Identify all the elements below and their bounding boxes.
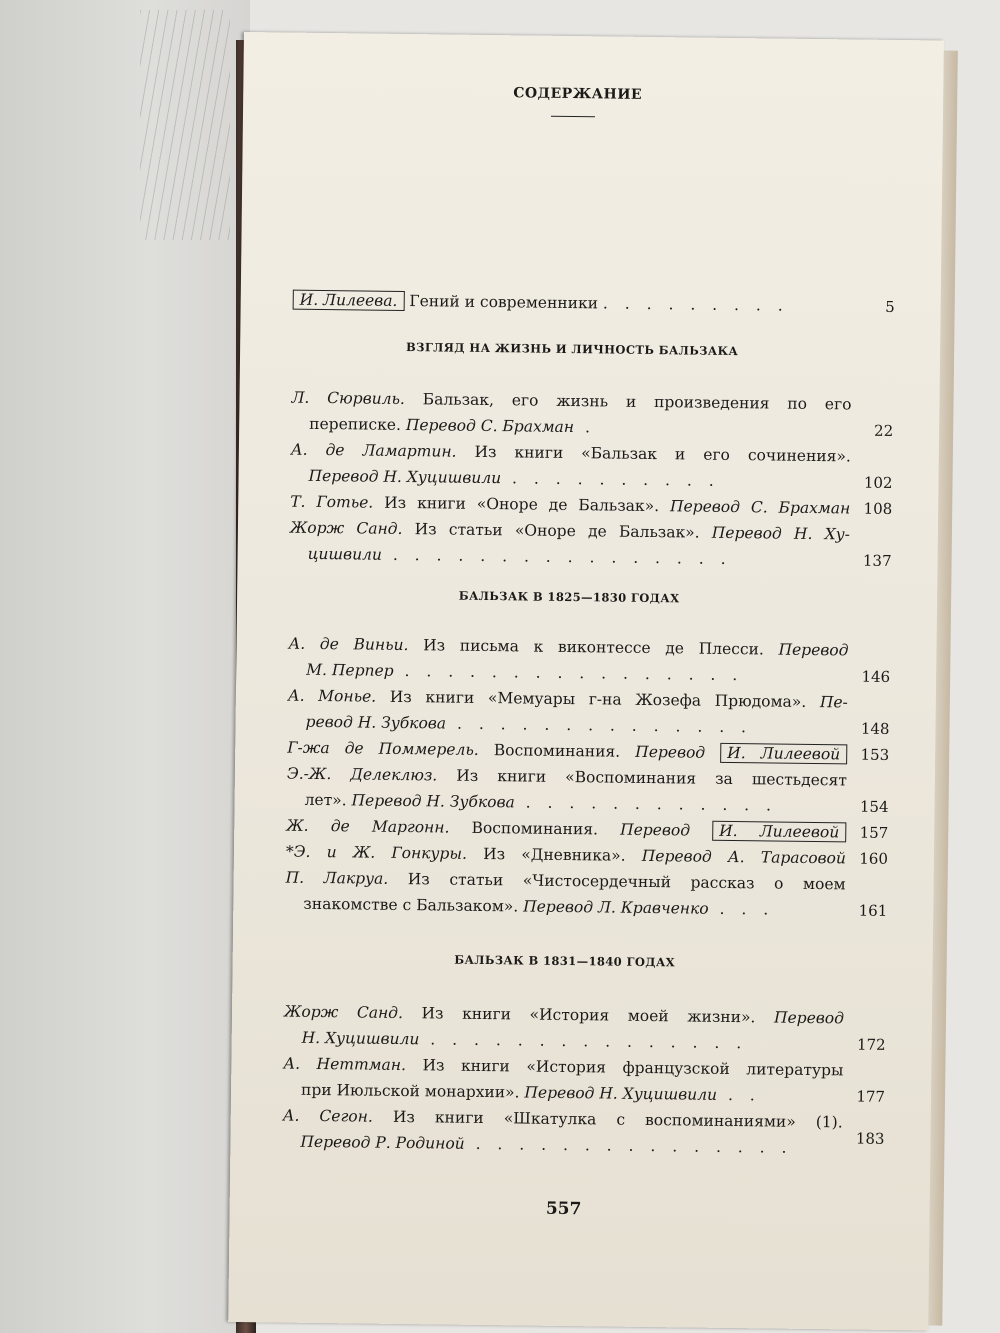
section-heading-1: ВЗГЛЯД НА ЖИЗНЬ И ЛИЧНОСТЬ БАЛЬЗАКА: [405, 340, 739, 359]
entry-translator: Перевод: [635, 742, 706, 762]
page-number: 154: [859, 797, 889, 816]
leader-dots: . . . . . . . . . . . . . . . .: [393, 661, 744, 685]
page-edge: [928, 51, 958, 1326]
boxed-author: И. Лилеева.: [293, 290, 405, 311]
page-number: 148: [860, 719, 890, 738]
entry-title: Из книги «Оноре де Бальзак».: [384, 493, 660, 516]
entry-title: Из письма к виконтессе де Плесси.: [423, 636, 764, 659]
entry-translator: Перевод: [773, 1008, 845, 1028]
entry-translator: Перевод: [778, 640, 849, 660]
page-number: 157: [859, 823, 889, 842]
leader-dots: . . . . . . . . . .: [501, 469, 720, 490]
entry-author: Г-жа де Поммерель.: [287, 738, 479, 759]
entry-title-cont: при Июльской монархии».: [300, 1080, 520, 1102]
entry-author: А. Неттман.: [283, 1054, 407, 1075]
entry-translator-cont: ревод Н. Зубкова: [305, 712, 447, 733]
toc-entry: [285, 865, 888, 924]
title-underline: [551, 116, 595, 118]
entry-title-cont: лет».: [304, 790, 347, 810]
leader-dots: . . . . . . . . . . . . . .: [445, 714, 753, 737]
entry-translator: Перевод А. Тарасовой: [641, 846, 847, 868]
section-heading-2: БАЛЬЗАК В 1825—1830 ГОДАХ: [458, 588, 680, 606]
entry-translator: Перевод Р. Родиной: [300, 1132, 465, 1153]
toc-entry: [288, 631, 891, 690]
entry-translator: Перевод Н. Ху-: [711, 523, 851, 544]
facing-page-left: [0, 0, 250, 1333]
entry-title: Воспоминания.: [493, 741, 621, 761]
faint-handwriting: [140, 10, 230, 240]
entry-title: Из статьи «Чистосердечный рассказ о моем: [407, 870, 846, 894]
toc-entry: [291, 385, 894, 444]
entry-title: Гений и современники: [409, 292, 599, 313]
leader-dots: . . . . . . . . . . . .: [514, 793, 778, 815]
entry-author: А. Сегон.: [282, 1106, 373, 1126]
page-number: 137: [862, 551, 892, 570]
leader-dots: .: [573, 418, 597, 437]
entry-author: *Э. и Ж. Гонкуры.: [285, 842, 468, 863]
page-number: 160: [859, 849, 889, 868]
entry-translator: Перевод С. Брахман: [669, 497, 851, 518]
page-number: 102: [863, 473, 893, 492]
toc-entry: [287, 683, 890, 742]
entry-author: А. де Ламартин.: [290, 440, 457, 461]
entry-title-cont: знакомстве с Бальзаком».: [303, 894, 519, 916]
toc-entry-intro: [293, 287, 895, 320]
page-folio: 557: [545, 1198, 582, 1220]
entry-author: Т. Готье.: [290, 492, 374, 512]
entry-title: Из книги «Мемуары г-на Жозефа Прюдома».: [389, 687, 807, 711]
section-heading-3: БАЛЬЗАК В 1831—1840 ГОДАХ: [454, 952, 676, 970]
boxed-translator: И. Лилеевой: [712, 821, 846, 843]
table-of-contents: [282, 33, 895, 1220]
entry-title-cont: переписке.: [309, 414, 402, 434]
boxed-translator: И. Лилеевой: [720, 743, 847, 765]
entry-author: Жорж Санд.: [283, 1002, 404, 1023]
page-number: 172: [856, 1035, 886, 1054]
entry-title: Воспоминания.: [471, 818, 599, 839]
entry-translator: Перевод: [620, 820, 691, 840]
entry-translator-cont: Н. Хуцишвили: [301, 1028, 420, 1049]
page-number: 177: [856, 1087, 886, 1106]
entry-author: Жорж Санд.: [289, 518, 403, 538]
toc-entry: [290, 437, 893, 496]
entry-title: Из статьи «Оноре де Бальзак».: [414, 520, 700, 542]
entry-translator: Пе-: [819, 693, 848, 712]
toc-entry: [283, 999, 886, 1058]
entry-author: А. де Виньи.: [288, 634, 409, 655]
toc-entry: [286, 761, 889, 820]
entry-title: Из «Дневника».: [483, 844, 626, 865]
entry-author: Л. Сюрвиль.: [291, 388, 406, 408]
leader-dots: . . .: [708, 899, 775, 919]
page-number: 146: [861, 667, 891, 686]
entry-title: Из книги «Воспоминания за шестьдесят: [456, 766, 848, 790]
entry-title: Из книги «Шкатулка с воспоминаниями» (1).: [392, 1107, 843, 1132]
toc-entry: [289, 515, 892, 574]
leader-dots: . . . . . . . . . . . . . . .: [464, 1134, 793, 1157]
entry-author: А. Монье.: [287, 686, 377, 706]
page-number: 183: [855, 1129, 885, 1148]
entry-translator: Перевод Л. Кравченко: [523, 897, 709, 918]
toc-entry: [283, 1051, 886, 1110]
entry-translator: Перевод С. Брахман: [405, 416, 575, 437]
entry-title: Бальзак, его жизнь и произведения по его: [422, 390, 852, 414]
entry-translator-cont: цишвили: [307, 544, 383, 564]
leader-dots: . . . . . . . . .: [602, 294, 789, 315]
page-title: СОДЕРЖАНИЕ: [513, 85, 643, 103]
entry-author: Ж. де Маргонн.: [286, 816, 450, 837]
toc-entry: [282, 1103, 885, 1162]
entry-author: Э.-Ж. Делеклюз.: [286, 764, 438, 785]
page-number: 22: [873, 421, 894, 440]
page-number: 161: [858, 901, 888, 920]
entry-translator: Перевод Н. Зубкова: [351, 791, 515, 812]
book-page: [228, 32, 944, 1330]
entry-translator: Перевод Н. Хуцишвили: [524, 1083, 718, 1104]
page-number: 108: [863, 499, 893, 518]
entry-author: П. Лакруа.: [285, 868, 389, 888]
entry-translator: Перевод Н. Хуцишвили: [308, 466, 502, 488]
page-number: 153: [860, 745, 890, 764]
entry-translator-cont: М. Перпер: [306, 660, 394, 680]
leader-dots: . .: [716, 1085, 761, 1105]
leader-dots: . . . . . . . . . . . . . . .: [419, 1030, 748, 1053]
entry-title: Из книги «Бальзак и его сочинения».: [474, 442, 851, 466]
entry-title: Из книги «История французской литературы: [422, 1056, 844, 1080]
entry-title: Из книги «История моей жизни».: [421, 1004, 756, 1027]
page-number: 5: [885, 297, 895, 316]
leader-dots: . . . . . . . . . . . . . . . .: [381, 545, 732, 568]
